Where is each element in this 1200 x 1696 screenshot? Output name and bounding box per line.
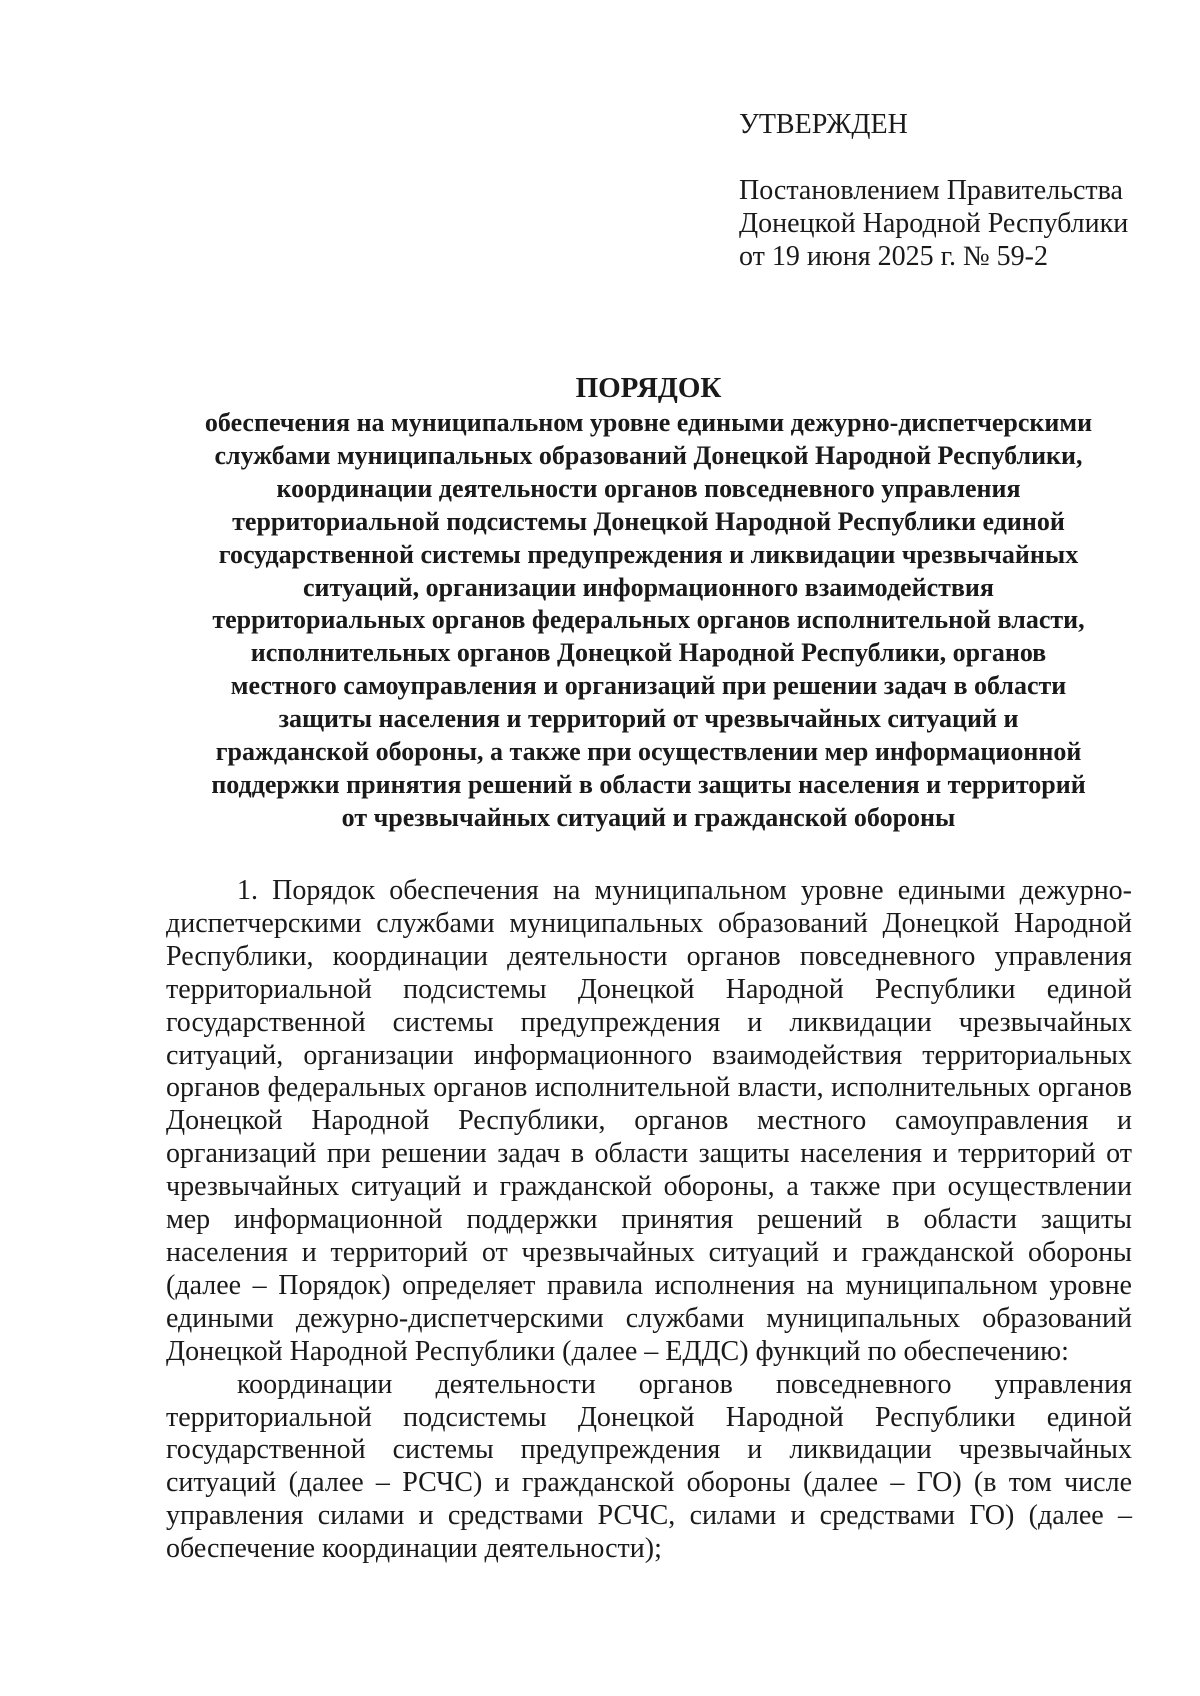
title-subtitle-line: службами муниципальных образований Донецкой Народной Республики,: [214, 440, 1083, 470]
document-title: ПОРЯДОК: [575, 372, 722, 404]
title-subtitle-line: ситуаций, организации информационного взаимодействия: [303, 572, 994, 602]
title-subtitle-line: территориальной подсистемы Донецкой Народной Республики единой: [232, 506, 1065, 536]
title-subtitle-line: поддержки принятия решений в области защиты населения и территорий: [211, 769, 1086, 799]
title-subtitle-line: местного самоуправления и организаций при решении задач в области: [230, 671, 1067, 701]
title-subtitle-line: защиты населения и территорий от чрезвычайных ситуаций и: [278, 704, 1019, 734]
title-subtitle-line: гражданской обороны, а также при осуществлении мер информационной: [215, 737, 1082, 767]
body-paragraph: 1. Порядок обеспечения на муниципальном уровне едиными дежурно-диспетчерскими службами муниципальных образований Донецкой Народной Республики, координации деятельности органов повседневного управления территориальной подсистемы Донецкой Народной Республики единой государственной системы предупреждения и ликвидации чрезвычайных ситуаций, организации информационного взаимодействия территориальных органов федеральных органов исполнительной власти, исполнительных органов Донецкой Народной Республики, органов местного самоуправления и организаций при решении задач в области защиты населения и территорий от чрезвычайных ситуаций и гражданской обороны, а также при осуществлении мер информационной поддержки принятия решений в области защиты населения и территорий от чрезвычайных ситуаций и гражданской обороны (далее – Порядок) определяет правила исполнения на муниципальном уровне едиными дежурно-диспетчерскими службами муниципальных образований Донецкой Народной Республики (далее – ЕДДС) функций по обеспечению:: [166, 875, 1132, 1367]
title-subtitle-line: государственной системы предупреждения и ликвидации чрезвычайных: [218, 539, 1079, 569]
title-subtitle-line: от чрезвычайных ситуаций и гражданской обороны: [341, 802, 956, 832]
title-subtitle-line: территориальных органов федеральных органов исполнительной власти,: [212, 605, 1085, 635]
title-subtitle-line: исполнительных органов Донецкой Народной Республики, органов: [250, 638, 1047, 668]
approval-date-number: от 19 июня 2025 г. № 59-2: [739, 241, 1048, 272]
approval-status: УТВЕРЖДЕН: [739, 109, 908, 140]
document-body: [166, 875, 1132, 1566]
title-subtitle-line: обеспечения на муниципальном уровне едиными дежурно-диспетчерскими: [204, 408, 1093, 437]
approval-stamp: [739, 108, 1159, 273]
document-title-block: [160, 369, 1137, 835]
body-paragraph: координации деятельности органов повседневного управления территориальной подсистемы Донецкой Народной Республики единой государственной системы предупреждения и ликвидации чрезвычайных ситуаций (далее – РСЧС) и гражданской обороны (далее – ГО) (в том числе управления силами и средствами РСЧС, силами и средствами ГО) (далее – обеспечение координации деятельности);: [166, 1368, 1132, 1565]
title-subtitle-line: координации деятельности органов повседневного управления: [276, 473, 1021, 503]
approval-line: Постановлением Правительства: [739, 175, 1123, 206]
approval-line: Донецкой Народной Республики: [739, 208, 1129, 239]
